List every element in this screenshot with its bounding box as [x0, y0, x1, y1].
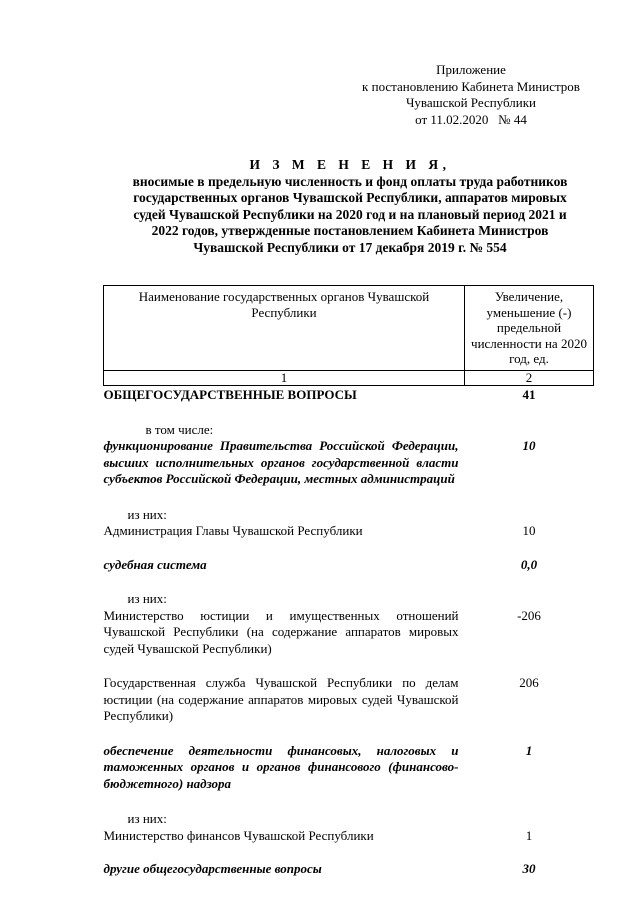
title-heading: И З М Е Н Е Н И Я, [249, 157, 451, 172]
title-line: судей Чувашской Республики на 2020 год и на плановый период 2021 и [133, 206, 567, 222]
row-value: -206 [517, 607, 541, 623]
row-value: 0,0 [520, 556, 538, 572]
table-row [104, 657, 594, 725]
appendix-date-number: от 11.02.2020 № 44 [415, 111, 527, 127]
row-value: 1 [525, 827, 533, 843]
title-line: вносимые в предельную численность и фонд оплаты труда работников [132, 173, 568, 189]
row-name: обеспечение деятельности финансовых, налоговых и таможенных органов и органов финансового (финансово-бюджетного) надзора [103, 742, 459, 791]
row-value [465, 573, 594, 608]
column-number-1: 1 [104, 370, 465, 385]
row-name: в том числе: [145, 421, 214, 437]
appendix-label: Приложение [436, 62, 506, 77]
row-name: из них: [127, 811, 167, 826]
row-name: ОБЩЕГОСУДАРСТВЕННЫЕ ВОПРОСЫ [103, 386, 357, 402]
row-value: 10 [522, 523, 536, 538]
column-number-2: 2 [465, 370, 594, 385]
table-row [104, 523, 594, 540]
row-name: другие общегосударственные вопросы [103, 861, 322, 876]
header-col-name: Наименование государственных органов Чувашской Республики [104, 286, 465, 371]
row-value: 10 [522, 438, 536, 453]
row-name: Администрация Главы Чувашской Республики [103, 523, 363, 538]
row-value [465, 488, 594, 524]
table-row [104, 608, 594, 658]
table-number-row [104, 370, 594, 385]
row-value: 1 [525, 742, 533, 758]
row-value [465, 792, 594, 828]
table-row [104, 792, 594, 828]
header-col-change: Увеличение, уменьшение (-) предельной численности на 2020 год, ед. [465, 286, 594, 371]
document-title [100, 157, 600, 256]
row-name: из них: [127, 506, 167, 522]
row-name: Министерство юстиции и имущественных отношений Чувашской Республики (на содержание аппаратов мировых судей Чувашской Республики) [103, 607, 459, 656]
appendix-block [340, 62, 602, 128]
changes-table [103, 285, 594, 878]
table-row [104, 438, 594, 488]
row-value: 41 [522, 386, 536, 402]
appendix-republic: Чувашской Республики [405, 95, 537, 110]
row-name: Министерство финансов Чувашской Республики [103, 827, 374, 843]
table-row [104, 404, 594, 439]
table-row [104, 385, 594, 404]
title-line: 2022 годов, утвержденные постановлением Кабинета Министров [151, 223, 549, 238]
row-name: функционирование Правительства Российской Федерации, высших исполнительных органов государственной власти субъектов Российской Федерации, местных администраций [103, 438, 459, 486]
table-row [104, 573, 594, 608]
table-row [104, 725, 594, 793]
table-row [104, 488, 594, 524]
appendix-resolution: к постановлению Кабинета Министров [362, 78, 580, 94]
title-line: государственных органов Чувашской Республики, аппаратов мировых [133, 190, 567, 205]
row-name: судебная система [103, 556, 207, 572]
row-name: из них: [127, 591, 167, 606]
title-line: Чувашской Республики от 17 декабря 2019 г. № 554 [193, 239, 507, 255]
table-row [104, 540, 594, 574]
row-value [465, 404, 594, 439]
table-header-row [104, 286, 594, 371]
row-value: 206 [519, 675, 539, 690]
table-row [104, 844, 594, 878]
row-name: Государственная служба Чувашской Республики по делам юстиции (на содержание аппаратов мировых судей Чувашской Республики) [103, 675, 459, 723]
table-row [104, 828, 594, 845]
row-value: 30 [522, 861, 536, 876]
